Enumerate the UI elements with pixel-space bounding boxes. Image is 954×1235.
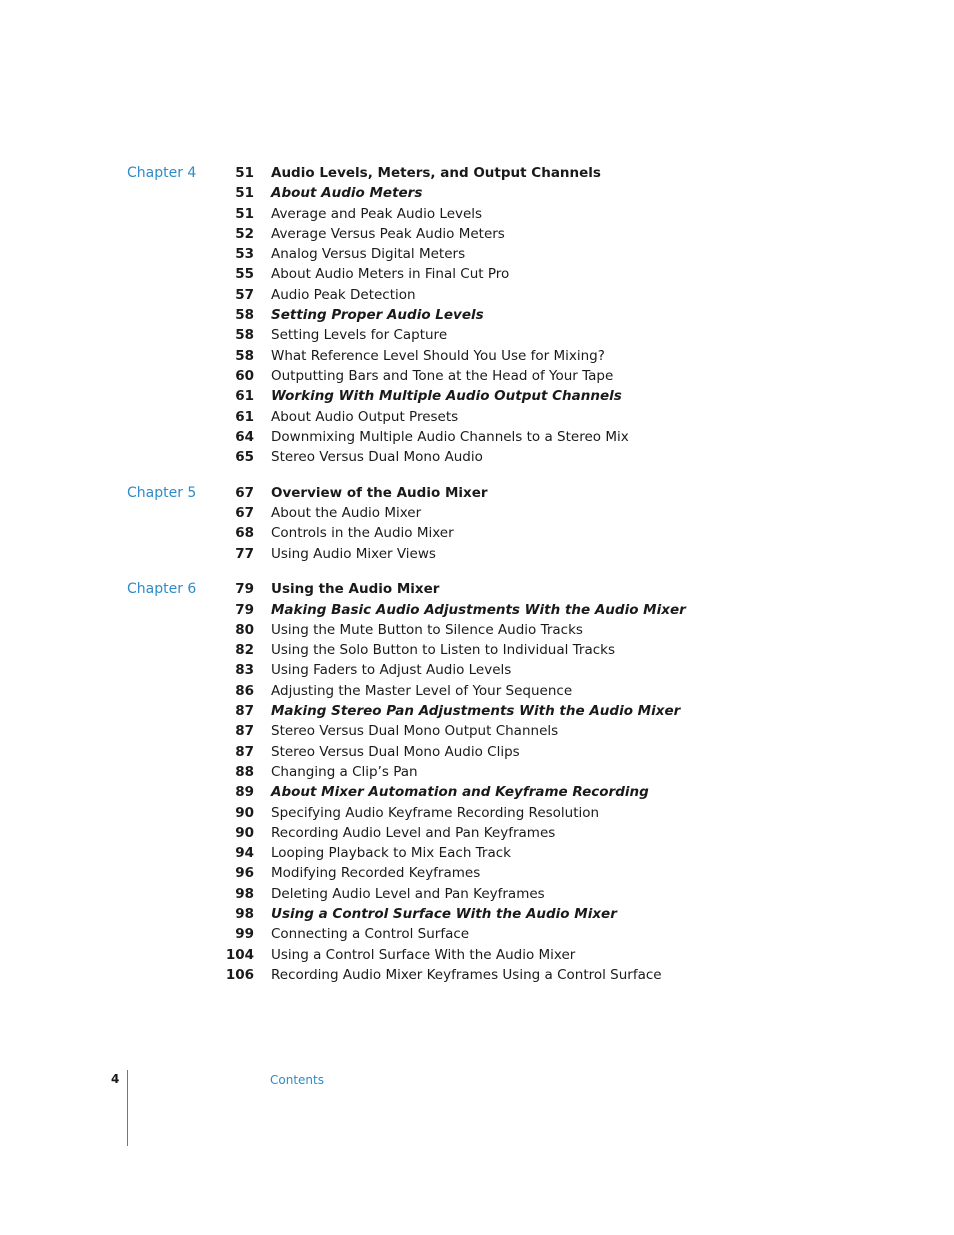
toc-entry-page-number: 87 (235, 703, 254, 720)
toc-entry[interactable] (0, 863, 954, 883)
toc-entry-page-number: 90 (235, 824, 254, 841)
chapter-block (0, 483, 954, 564)
toc-entry-title: Using a Control Surface With the Audio Mixer (271, 905, 617, 922)
toc-entry-page-number: 79 (235, 581, 254, 598)
table-of-contents (0, 163, 954, 1000)
toc-entry-title: About Audio Meters (271, 185, 423, 202)
toc-entry[interactable] (0, 305, 954, 325)
chapter-label[interactable]: Chapter 6 (127, 581, 197, 598)
toc-entry-title: Modifying Recorded Keyframes (271, 865, 481, 882)
toc-entry-title: Analog Versus Digital Meters (271, 246, 466, 263)
toc-entry[interactable] (0, 823, 954, 843)
toc-entry[interactable] (0, 965, 954, 985)
toc-entry-page-number: 58 (235, 347, 254, 364)
toc-entry-title: Changing a Clip’s Pan (271, 763, 418, 780)
toc-entry-page-number: 87 (235, 723, 254, 740)
chapter-label[interactable]: Chapter 5 (127, 484, 197, 501)
toc-entry[interactable] (0, 660, 954, 680)
toc-entry-title: What Reference Level Should You Use for Mixing? (271, 347, 605, 364)
toc-entry-title: Controls in the Audio Mixer (271, 525, 454, 542)
toc-entry[interactable] (0, 579, 954, 599)
toc-entry-page-number: 83 (235, 662, 254, 679)
toc-entry-title: Overview of the Audio Mixer (271, 484, 488, 501)
toc-entry-title: Setting Proper Audio Levels (271, 307, 484, 324)
toc-entry-title: About Audio Output Presets (271, 408, 459, 425)
toc-entry[interactable] (0, 325, 954, 345)
toc-entry-page-number: 51 (235, 185, 254, 202)
footer-divider (127, 1070, 128, 1146)
toc-entry-page-number: 87 (235, 743, 254, 760)
toc-entry[interactable] (0, 503, 954, 523)
toc-entry-page-number: 82 (235, 642, 254, 659)
toc-entry-title: Using the Solo Button to Listen to Individual Tracks (271, 642, 616, 659)
toc-entry-title: Using a Control Surface With the Audio Mixer (271, 946, 576, 963)
toc-entry-title: Average Versus Peak Audio Meters (271, 225, 505, 242)
toc-entry-title: Recording Audio Level and Pan Keyframes (271, 824, 556, 841)
toc-entry-title: Audio Levels, Meters, and Output Channels (271, 165, 601, 181)
toc-entry-title: Setting Levels for Capture (271, 327, 448, 344)
toc-entry[interactable] (0, 285, 954, 305)
toc-entry-page-number: 58 (235, 307, 254, 324)
toc-entry[interactable] (0, 346, 954, 366)
toc-entry-page-number: 88 (235, 763, 254, 780)
toc-entry[interactable] (0, 782, 954, 802)
chapter-label[interactable]: Chapter 4 (127, 165, 197, 181)
toc-entry[interactable] (0, 884, 954, 904)
toc-entry-page-number: 52 (235, 225, 254, 242)
toc-entry-title: Recording Audio Mixer Keyframes Using a Control Surface (271, 966, 662, 983)
toc-entry-page-number: 80 (235, 621, 254, 638)
toc-entry-page-number: 96 (235, 865, 254, 882)
toc-entry[interactable] (0, 640, 954, 660)
toc-entry-title: Making Stereo Pan Adjustments With the Audio Mixer (271, 703, 681, 720)
toc-entry-page-number: 65 (235, 449, 254, 466)
toc-entry-page-number: 98 (235, 905, 254, 922)
toc-entry-title: Outputting Bars and Tone at the Head of Your Tape (271, 367, 614, 384)
toc-entry-title: Stereo Versus Dual Mono Audio (271, 449, 483, 466)
toc-entry[interactable] (0, 681, 954, 701)
toc-entry-title: Looping Playback to Mix Each Track (271, 845, 511, 862)
toc-entry-title: Adjusting the Master Level of Your Sequence (271, 682, 573, 699)
toc-entry[interactable] (0, 803, 954, 823)
toc-entry-title: Stereo Versus Dual Mono Output Channels (271, 723, 559, 740)
toc-entry[interactable] (0, 620, 954, 640)
toc-entry-page-number: 90 (235, 804, 254, 821)
toc-entry-page-number: 53 (235, 246, 254, 263)
chapter-block (0, 579, 954, 985)
toc-entry[interactable] (0, 924, 954, 944)
toc-entry[interactable] (0, 204, 954, 224)
toc-entry[interactable] (0, 366, 954, 386)
toc-entry-page-number: 104 (225, 946, 254, 963)
toc-entry[interactable] (0, 701, 954, 721)
toc-entry-title: About Mixer Automation and Keyframe Recording (271, 784, 649, 801)
toc-entry-page-number: 51 (235, 205, 254, 222)
toc-entry[interactable] (0, 904, 954, 924)
toc-entry-page-number: 68 (235, 525, 254, 542)
toc-entry[interactable] (0, 843, 954, 863)
toc-entry-page-number: 58 (235, 327, 254, 344)
toc-entry-title: Specifying Audio Keyframe Recording Resolution (271, 804, 600, 821)
chapter-block (0, 163, 954, 467)
toc-entry-title: About the Audio Mixer (271, 505, 422, 522)
toc-entry-page-number: 60 (235, 367, 254, 384)
toc-entry-page-number: 98 (235, 885, 254, 902)
toc-entry[interactable] (0, 762, 954, 782)
toc-entry-title: Making Basic Audio Adjustments With the Audio Mixer (271, 601, 686, 618)
toc-entry[interactable] (0, 447, 954, 467)
toc-entry[interactable] (0, 427, 954, 447)
toc-entry-title: Using Audio Mixer Views (271, 545, 436, 562)
toc-entry-page-number: 61 (235, 408, 254, 425)
toc-entry-page-number: 64 (235, 428, 254, 445)
toc-entry[interactable] (0, 183, 954, 203)
toc-entry-page-number: 99 (235, 926, 254, 943)
toc-entry[interactable] (0, 407, 954, 427)
toc-entry-page-number: 89 (235, 784, 254, 801)
toc-entry[interactable] (0, 945, 954, 965)
toc-entry-page-number: 94 (235, 845, 254, 862)
toc-entry-title: Using the Mute Button to Silence Audio Tracks (271, 621, 583, 638)
toc-entry-page-number: 67 (235, 484, 254, 501)
toc-entry-page-number: 51 (235, 165, 254, 181)
toc-entry[interactable] (0, 483, 954, 503)
toc-entry-title: Stereo Versus Dual Mono Audio Clips (271, 743, 520, 760)
toc-entry[interactable] (0, 264, 954, 284)
toc-entry-page-number: 106 (225, 966, 254, 983)
toc-entry[interactable] (0, 721, 954, 741)
toc-entry-title: Deleting Audio Level and Pan Keyframes (271, 885, 545, 902)
toc-entry-page-number: 86 (235, 682, 254, 699)
toc-entry-title: Downmixing Multiple Audio Channels to a Stereo Mix (271, 428, 629, 445)
toc-entry-title: Connecting a Control Surface (271, 926, 470, 943)
toc-entry-title: Using Faders to Adjust Audio Levels (271, 662, 512, 679)
toc-entry-page-number: 57 (235, 286, 254, 303)
toc-entry-page-number: 67 (235, 505, 254, 522)
toc-entry[interactable] (0, 742, 954, 762)
toc-entry-page-number: 55 (235, 266, 254, 283)
toc-entry-title: Audio Peak Detection (271, 286, 416, 303)
toc-entry[interactable] (0, 523, 954, 543)
toc-entry[interactable] (0, 544, 954, 564)
toc-entry[interactable] (0, 386, 954, 406)
footer-section-title: Contents (270, 1073, 324, 1087)
toc-entry-page-number: 77 (235, 545, 254, 562)
toc-entry-page-number: 79 (235, 601, 254, 618)
footer-page-number: 4 (111, 1072, 120, 1086)
toc-entry[interactable] (0, 163, 954, 183)
toc-entry-title: Average and Peak Audio Levels (271, 205, 483, 222)
toc-entry-title: About Audio Meters in Final Cut Pro (271, 266, 510, 283)
toc-entry-title: Using the Audio Mixer (271, 581, 440, 598)
toc-entry-title: Working With Multiple Audio Output Channels (271, 388, 622, 405)
toc-entry-page-number: 61 (235, 388, 254, 405)
toc-entry[interactable] (0, 224, 954, 244)
toc-entry[interactable] (0, 244, 954, 264)
toc-entry[interactable] (0, 600, 954, 620)
